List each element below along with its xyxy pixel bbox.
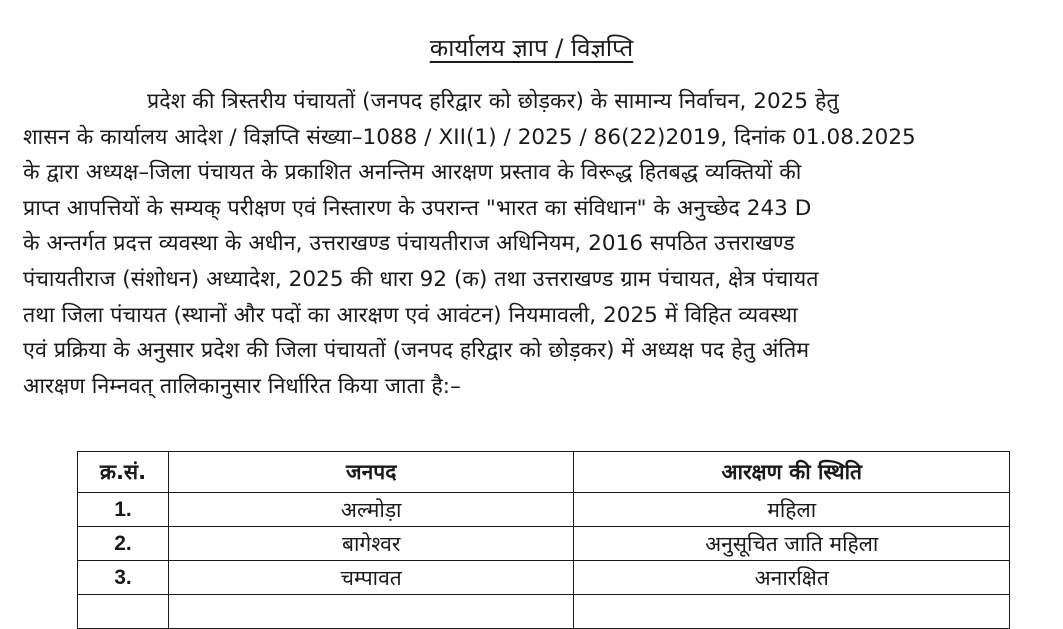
paragraph-line: तथा जिला पंचायत (स्थानों और पदों का आरक्षण एवं आवंटन) नियमावली, 2025 में विहित व्यवस्था — [23, 302, 798, 328]
cell-serial-no: 3. — [78, 561, 169, 595]
reservation-table — [77, 451, 1010, 629]
paragraph-line: के अन्तर्गत प्रदत्त व्यवस्था के अधीन, उत्तराखण्ड पंचायतीराज अधिनियम, 2016 सपठित उत्तराखण्ड — [23, 231, 795, 257]
paragraph-line: एवं प्रक्रिया के अनुसार प्रदेश की जिला पंचायतों (जनपद हरिद्वार को छोड़कर) में अध्यक्ष पद हेतु अंतिम — [23, 338, 810, 364]
cell-serial-no: 1. — [78, 493, 169, 527]
cell-reservation-status — [574, 595, 1010, 629]
paragraph-line: पंचायतीराज (संशोधन) अध्यादेश, 2025 की धारा 92 (क) तथा उत्तराखण्ड ग्राम पंचायत, क्षेत्र पंचायत — [23, 266, 819, 292]
cell-serial-no — [78, 595, 169, 629]
paragraph-line: शासन के कार्यालय आदेश / विज्ञप्ति संख्या–1088 / XII(1) / 2025 / 86(22)2019, दिनांक 01.08.2025 — [23, 124, 916, 150]
document-title: कार्यालय ज्ञाप / विज्ञप्ति — [429, 34, 634, 62]
paragraph-line: के द्वारा अध्यक्ष–जिला पंचायत के प्रकाशित अनन्तिम आरक्षण प्रस्ताव के विरूद्ध हितबद्ध व्यक्तियों की — [23, 160, 802, 186]
header-reservation-status: आरक्षण की स्थिति — [574, 452, 1010, 493]
cell-district: बागेश्वर — [168, 527, 574, 561]
table-header-row — [78, 452, 1010, 493]
cell-district: अल्मोड़ा — [168, 493, 574, 527]
table-row — [78, 561, 1010, 595]
header-serial-no: क्र.सं. — [78, 452, 169, 493]
paragraph-line: प्रदेश की त्रिस्तरीय पंचायतों (जनपद हरिद्वार को छोड़कर) के सामान्य निर्वाचन, 2025 हेतु — [147, 89, 839, 114]
cell-district: चम्पावत — [168, 561, 574, 595]
paragraph-line: आरक्षण निम्नवत् तालिकानुसार निर्धारित किया जाता है:– — [23, 373, 461, 399]
header-district: जनपद — [168, 452, 574, 493]
cell-reservation-status: अनुसूचित जाति महिला — [574, 527, 1010, 561]
table-row-partial — [78, 595, 1010, 629]
cell-reservation-status: अनारक्षित — [574, 561, 1010, 595]
cell-district — [168, 595, 574, 629]
cell-reservation-status: महिला — [574, 493, 1010, 527]
paragraph-line: प्राप्त आपत्तियों के सम्यक् परीक्षण एवं निस्तारण के उपरान्त "भारत का संविधान" के अनुच्छेद 243 D — [23, 195, 812, 221]
table-row — [78, 493, 1010, 527]
body-paragraph — [23, 84, 1063, 404]
cell-serial-no: 2. — [78, 527, 169, 561]
table-row — [78, 527, 1010, 561]
